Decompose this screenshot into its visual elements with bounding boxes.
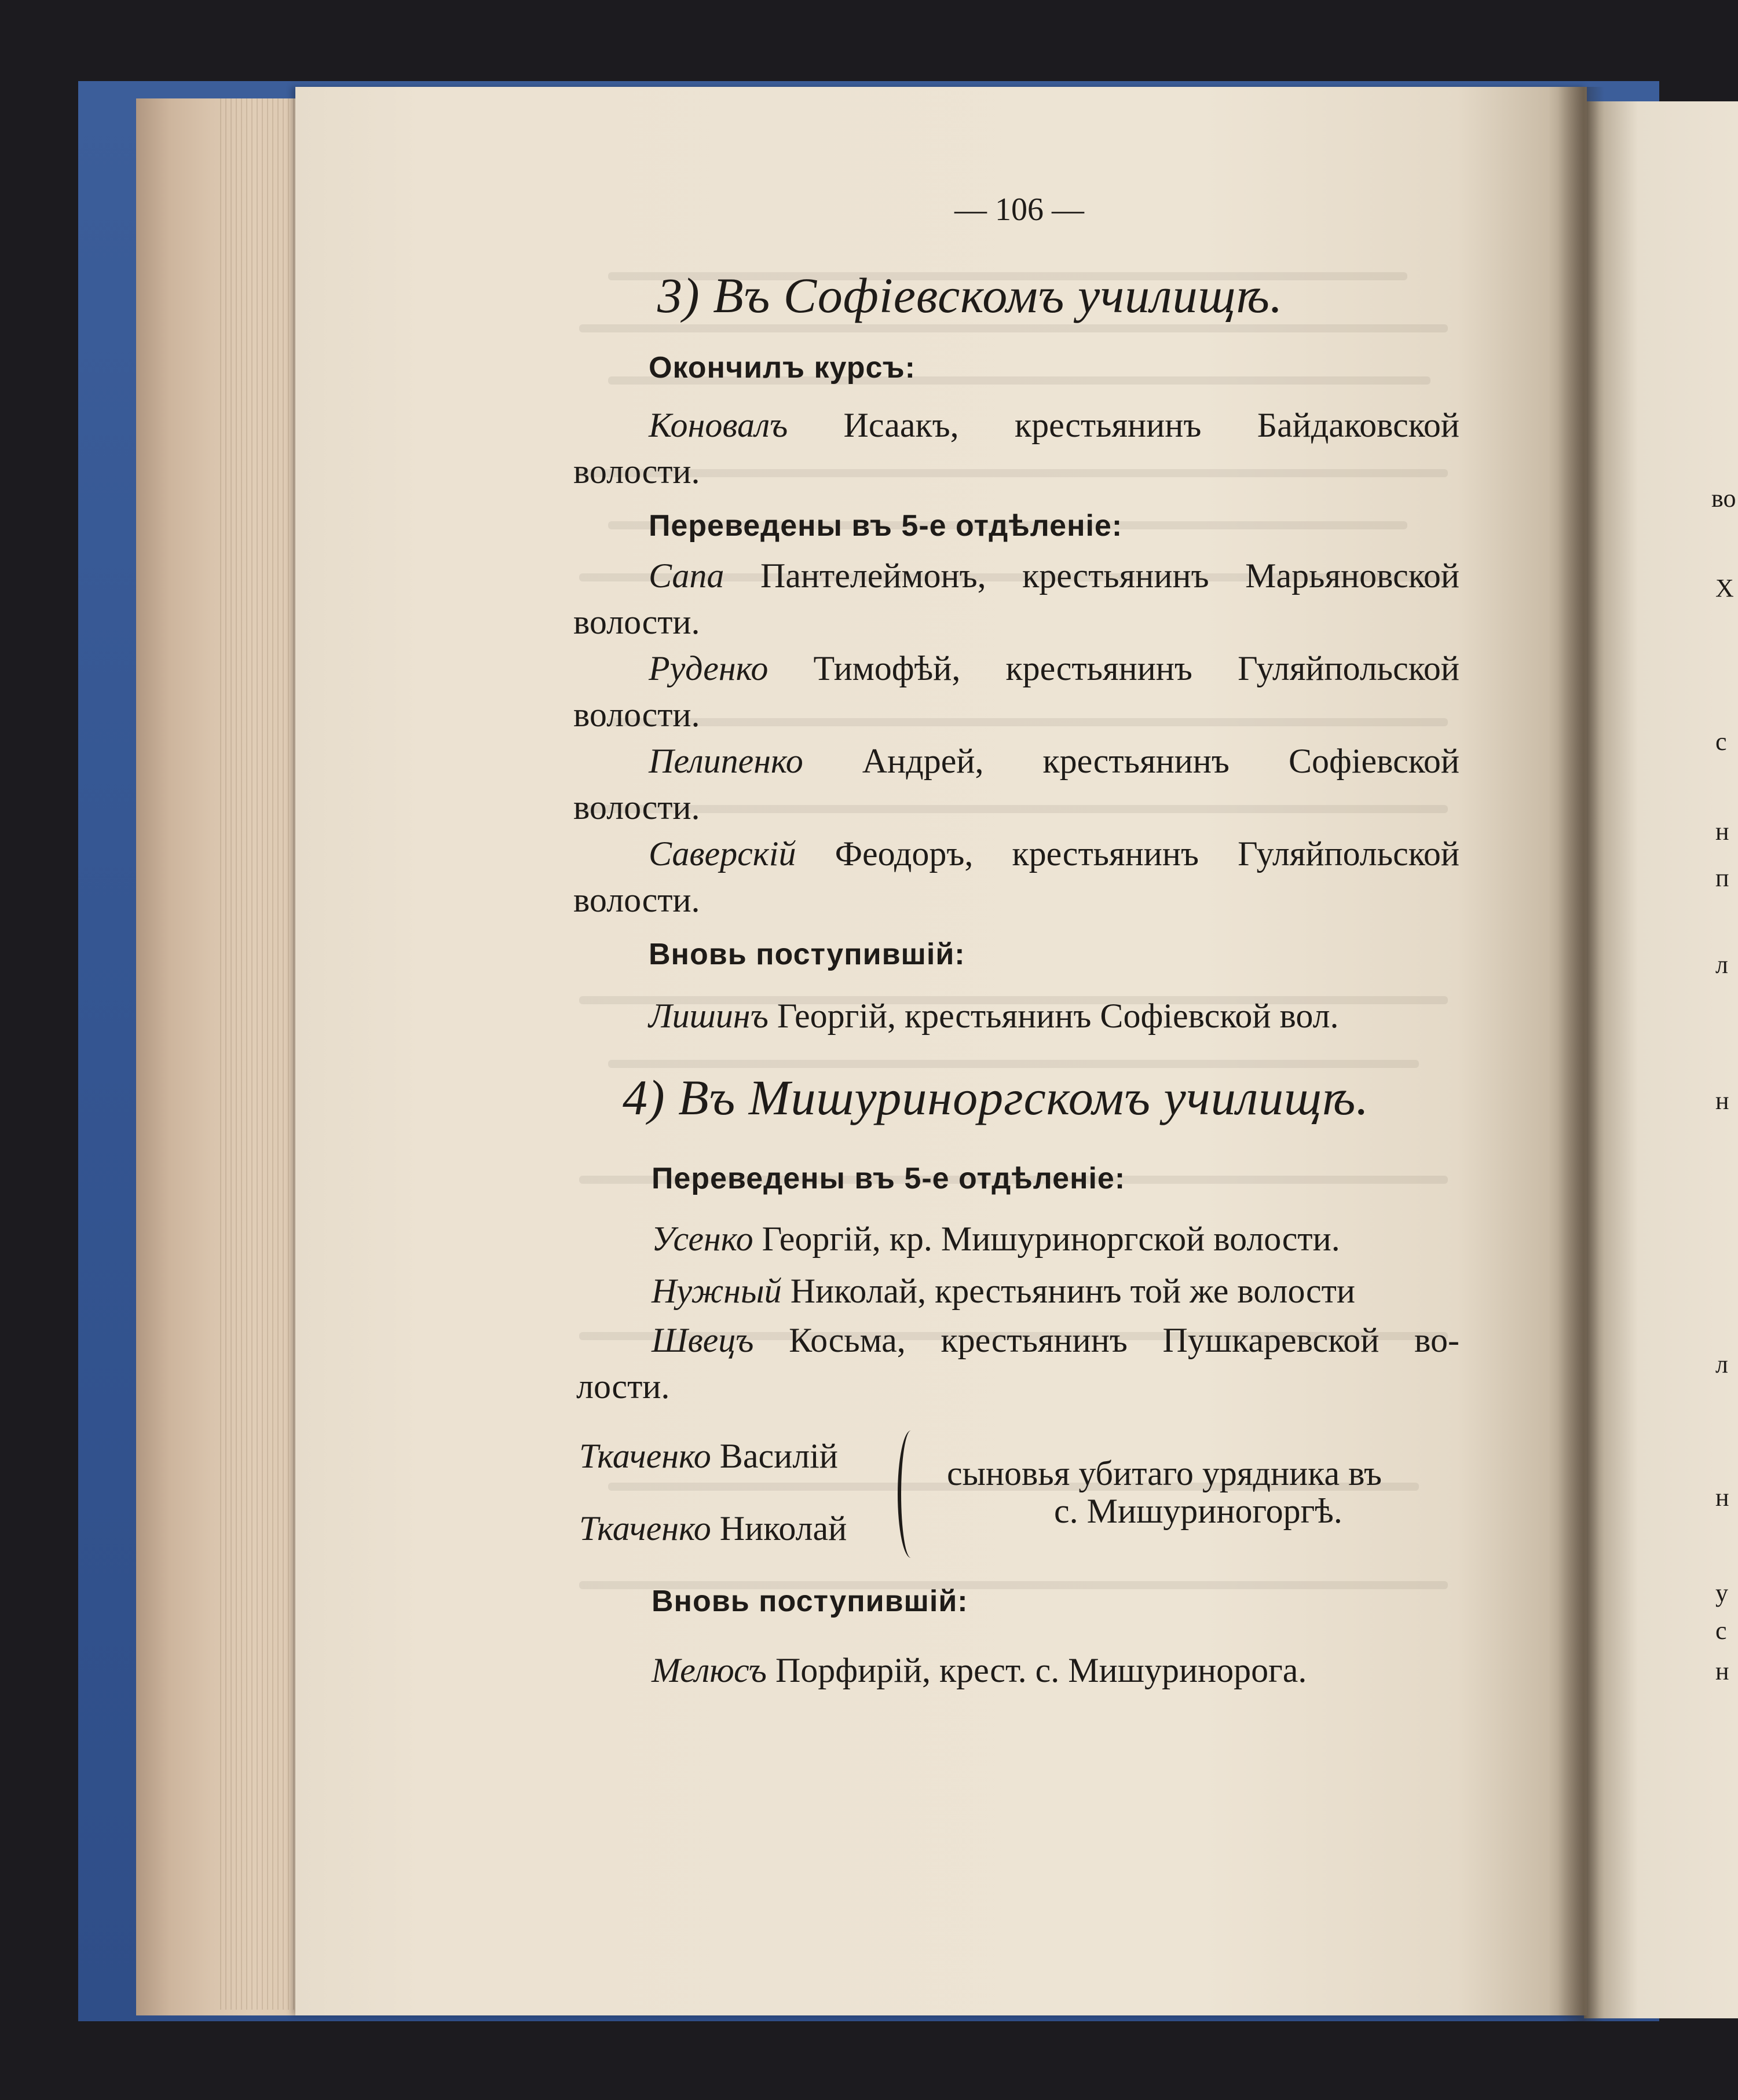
word: во-: [1414, 1321, 1459, 1359]
surname: Нужный: [652, 1272, 782, 1310]
curly-brace: [898, 1431, 924, 1558]
fragment: Х: [1715, 574, 1734, 602]
entry-line: [652, 1271, 1355, 1311]
surname: Лишинъ: [649, 997, 769, 1035]
entry-continuation: волости.: [573, 603, 700, 641]
word: Софіевской: [1288, 742, 1459, 780]
entry-continuation: лости.: [576, 1367, 670, 1406]
word: крестьянинъ: [1012, 835, 1199, 873]
word: крестьянинъ: [1042, 742, 1230, 780]
entry-text: Георгій, крестьянинъ Софіевской вол.: [768, 997, 1339, 1035]
page-stack-edges: [220, 98, 301, 2010]
fragment: л: [1715, 950, 1728, 979]
entry-line: [652, 1219, 1340, 1259]
word: Феодоръ,: [835, 835, 974, 873]
fragment: н: [1715, 1483, 1729, 1512]
entry-line: [649, 834, 1459, 874]
subheading-transferred: Переведены въ 5-е отдѣленіе:: [649, 509, 1123, 543]
fragment: с: [1715, 727, 1727, 756]
word: Гуляйпольской: [1238, 835, 1459, 873]
surname: Саверскій: [649, 835, 796, 873]
surname: Руденко: [649, 649, 769, 687]
word: Пантелеймонъ,: [760, 557, 986, 595]
word: Байдаковской: [1257, 406, 1459, 444]
word: крестьянинъ: [1014, 406, 1202, 444]
surname: Ткаченко: [579, 1437, 711, 1475]
word: Исаакъ,: [843, 406, 959, 444]
word: Косьма,: [789, 1321, 906, 1359]
word: крестьянинъ: [1005, 649, 1192, 687]
right-page: [1584, 101, 1738, 2018]
fragment: п: [1715, 864, 1729, 892]
word: Андрей,: [862, 742, 984, 780]
subheading-new: Вновь поступившій:: [652, 1585, 968, 1618]
word: Тимофѣй,: [813, 649, 961, 687]
entry-continuation: волости.: [573, 452, 700, 491]
surname: Усенко: [652, 1220, 753, 1258]
entry-continuation: волости.: [573, 788, 700, 826]
entry-text: Николай, крестьянинъ той же волости: [781, 1272, 1355, 1310]
fragment: л: [1715, 1350, 1728, 1378]
sons-note: сыновья убитаго урядника въ: [947, 1454, 1382, 1492]
fragment: н: [1715, 1657, 1729, 1685]
subheading-new: Вновь поступившій:: [649, 938, 965, 971]
entry-line: [649, 649, 1459, 689]
surname: Мелюсъ: [652, 1651, 767, 1689]
subheading-finished: Окончилъ курсъ:: [649, 351, 916, 385]
surname: Сапа: [649, 557, 725, 595]
word: Гуляйпольской: [1238, 649, 1459, 687]
entry-line: [649, 741, 1459, 781]
subheading-transferred: Переведены въ 5-е отдѣленіе:: [652, 1162, 1126, 1195]
surname: Коновалъ: [649, 406, 788, 444]
entry-line: [649, 556, 1459, 596]
sons-note: с. Мишуриногоргѣ.: [1054, 1492, 1342, 1530]
entry-line: [652, 1651, 1307, 1691]
given-name: Василій: [711, 1437, 838, 1475]
section-heading: 4) Въ Мишуриноргскомъ училищѣ.: [623, 1070, 1369, 1125]
fragment: н: [1715, 1086, 1729, 1115]
entry-line: [652, 1320, 1459, 1360]
word: крестьянинъ: [1022, 557, 1209, 595]
section-heading: 3) Въ Софіевскомъ училищѣ.: [657, 268, 1283, 323]
book-gutter: [1558, 87, 1604, 2021]
entry-text: Георгій, кр. Мишуриноргской волости.: [753, 1220, 1340, 1258]
page-number: — 106 —: [954, 192, 1084, 228]
son-entry: [579, 1436, 838, 1476]
fragment: с: [1715, 1616, 1727, 1645]
entry-text: Порфирій, крест. с. Мишуринорога.: [766, 1651, 1307, 1689]
entry-continuation: волости.: [573, 696, 700, 734]
fragment: н: [1715, 817, 1729, 846]
word: Марьяновской: [1245, 557, 1459, 595]
surname: Швецъ: [652, 1321, 754, 1359]
fragment: у: [1715, 1579, 1728, 1607]
surname: Пелипенко: [649, 742, 803, 780]
son-entry: [579, 1509, 847, 1549]
entry-continuation: волости.: [573, 881, 700, 919]
fragment: во: [1711, 484, 1736, 513]
surname: Ткаченко: [579, 1509, 711, 1547]
word: Пушкаревской: [1162, 1321, 1380, 1359]
given-name: Николай: [711, 1509, 847, 1547]
word: крестьянинъ: [941, 1321, 1128, 1359]
entry-line: [649, 405, 1459, 445]
entry-line: [649, 996, 1339, 1036]
